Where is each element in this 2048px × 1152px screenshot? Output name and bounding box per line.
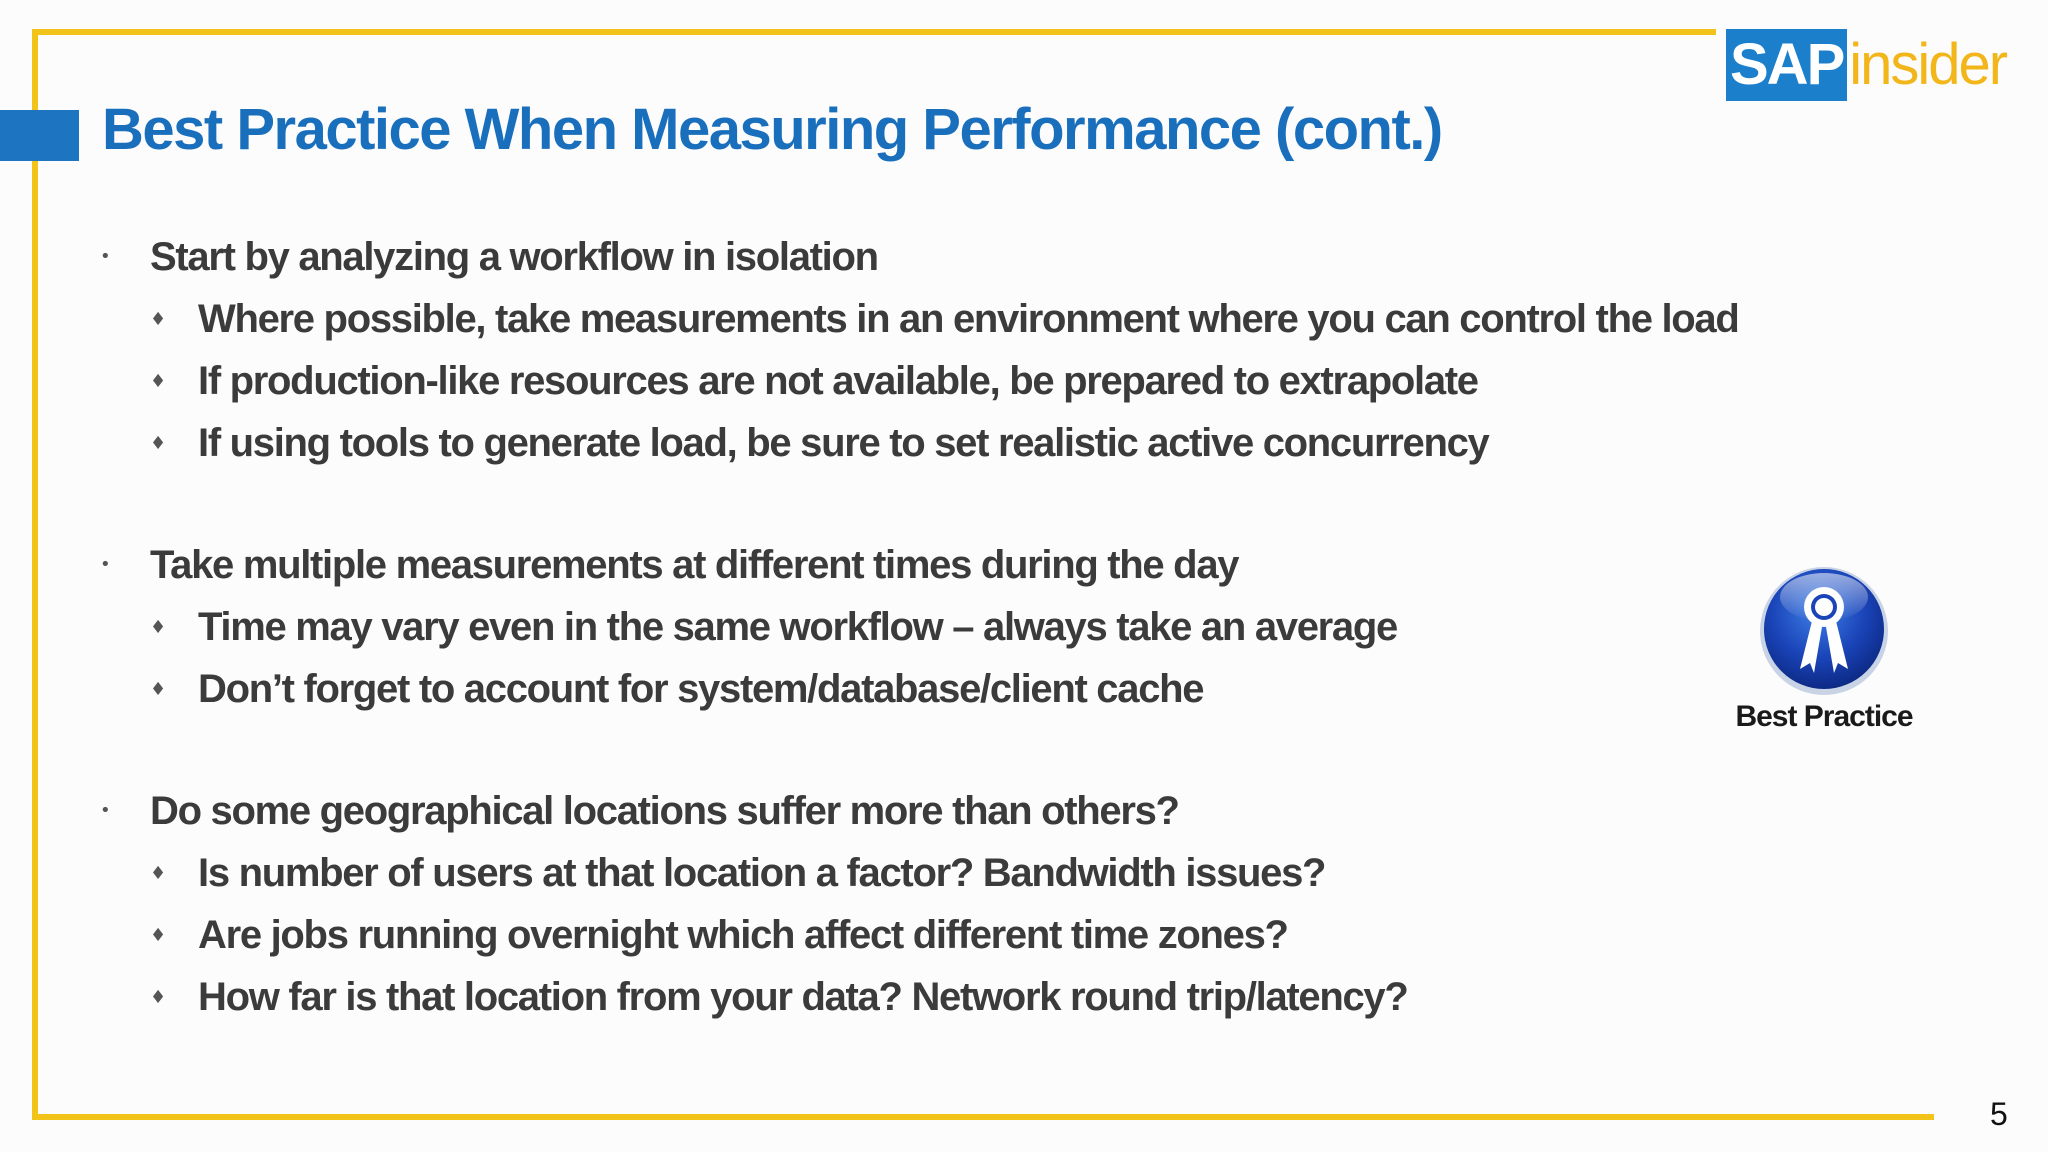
sub-bullet-item: Is number of users at that location a factor? Bandwidth issues? xyxy=(198,851,1326,895)
sub-bullet-diamond-icon: ♦ xyxy=(150,925,167,946)
sub-bullet-diamond-icon: ♦ xyxy=(150,617,167,638)
sub-bullet-diamond-icon: ♦ xyxy=(150,987,167,1008)
sub-bullet-diamond-icon: ♦ xyxy=(150,863,167,884)
sub-bullet-diamond-icon: ♦ xyxy=(150,679,167,700)
bullet-item: Do some geographical locations suffer more than others? xyxy=(150,789,1179,833)
sub-bullet-item: If using tools to generate load, be sure to set realistic active concurrency xyxy=(198,421,1489,465)
sub-bullet-diamond-icon: ♦ xyxy=(150,371,167,392)
award-ribbon-icon xyxy=(1756,563,1892,699)
sub-bullet-item: Time may vary even in the same workflow – always take an average xyxy=(198,605,1397,649)
logo-sap-text: SAP xyxy=(1726,29,1847,101)
sub-bullet-diamond-icon: ♦ xyxy=(150,309,167,330)
sub-bullet-item: If production-like resources are not available, be prepared to extrapolate xyxy=(198,359,1478,403)
best-practice-label: Best Practice xyxy=(1735,700,1913,733)
logo-insider-text: insider xyxy=(1849,32,2007,97)
bullet-item: Start by analyzing a workflow in isolation xyxy=(150,235,878,279)
sub-bullet-item: Don’t forget to account for system/database/client cache xyxy=(198,667,1204,711)
slide-title: Best Practice When Measuring Performance (cont.) xyxy=(102,97,1442,162)
bullet-item: Take multiple measurements at different times during the day xyxy=(150,543,1239,587)
sub-bullet-item: How far is that location from your data? Network round trip/latency? xyxy=(198,975,1408,1019)
bullet-dot-icon: • xyxy=(100,246,111,267)
sub-bullet-item: Are jobs running overnight which affect different time zones? xyxy=(198,913,1288,957)
sub-bullet-item: Where possible, take measurements in an environment where you can control the load xyxy=(198,297,1739,341)
sub-bullet-diamond-icon: ♦ xyxy=(150,433,167,454)
page-number: 5 xyxy=(1990,1096,2008,1132)
bullet-dot-icon: • xyxy=(100,800,111,821)
bullet-dot-icon: • xyxy=(100,554,111,575)
